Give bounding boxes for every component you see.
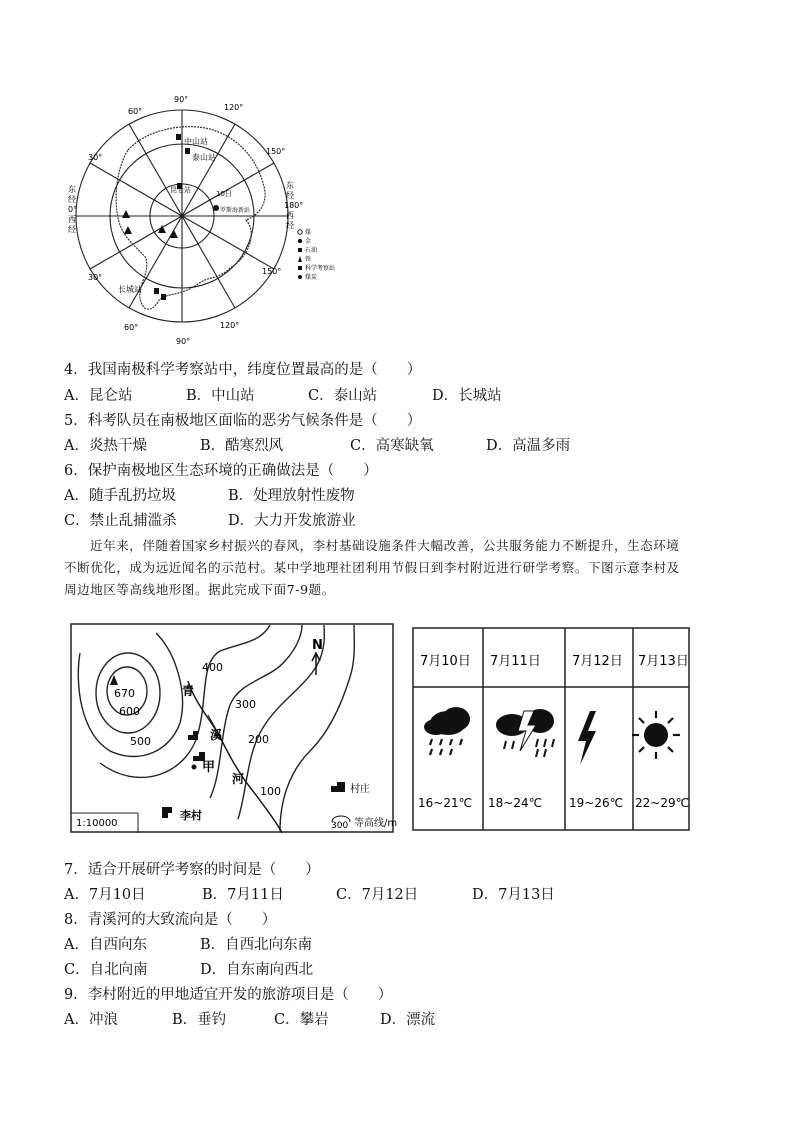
legend-item-2: 金 [305,238,312,245]
contour-label-200: 200 [248,733,269,746]
weather-date-3: 7月12日 [572,654,623,669]
weather-temp-3: 19~26℃ [569,796,624,810]
reading-passage [64,535,754,601]
station-kunlun-label: 昆仑站 [170,186,191,194]
map-scale: 1:10000 [76,818,118,829]
passage-line-3: 周边地区等高线地形图。据此完成下面7-9题。 [64,582,335,597]
station-changcheng-label: 长城站 [118,285,142,294]
q5-option-b[interactable]: B．酷寒烈风 [200,438,284,454]
lon-label-90-bottom: 90° [176,337,191,346]
weather-temp-2: 18~24℃ [488,796,543,810]
lon-label-150-upper: 150° [266,147,286,156]
q6-option-a[interactable]: A．随手乱扔垃圾 [64,488,176,504]
north-arrow-label: N [312,638,323,653]
q9-option-d[interactable]: D．漂流 [380,1012,436,1028]
legend-item-1: 煤 [305,229,312,236]
q5-option-c[interactable]: C．高寒缺氧 [350,438,434,454]
legend-village-label: 村庄 [350,784,370,795]
lon-label-30-upper: 30° [88,153,103,162]
legend-item-4: 铁 [305,256,312,263]
weather-temp-1: 16~21℃ [418,796,473,810]
contour-label-600: 600 [119,705,140,718]
lon-label-150-lower: 150° [262,267,282,276]
contour-label-100: 100 [260,785,281,798]
q4-option-b[interactable]: B．中山站 [186,388,255,404]
point-jia-label: 甲 [202,760,216,775]
q7-option-a[interactable]: A．7月10日 [64,887,146,903]
lon-label-30-lower: 30° [88,273,103,282]
lon-label-120-top: 120° [224,103,244,112]
question-4-stem: 4．我国南极科学考察站中，纬度位置最高的是（ ） [64,362,422,378]
legend-item-5: 科学考察站 [305,265,336,272]
q9-option-b[interactable]: B．垂钓 [172,1012,227,1028]
q8-option-d[interactable]: D．自东南向西北 [200,962,314,978]
q6-option-d[interactable]: D．大力开发旅游业 [228,513,356,529]
contour-label-400: 400 [202,661,223,674]
passage-line-1: 近年来，伴随着国家乡村振兴的春风，李村基础设施条件大幅改善，公共服务能力不断提升，生态环境 [90,538,680,553]
peak-elevation-label: 670 [114,687,135,700]
question-5-stem: 5．科考队员在南极地区面临的恶劣气候条件是（ ） [64,413,422,429]
q5-option-a[interactable]: A．炎热干燥 [64,438,147,454]
antarctica-polar-map [58,88,348,348]
q8-option-b[interactable]: B．自西北向东南 [200,937,313,953]
station-luosi-label: 罗斯海新站 [220,207,251,214]
antarctica-coastline [116,127,265,310]
legend-contour-value: 300 [331,821,349,831]
contour-label-500: 500 [130,735,151,748]
weather-date-4: 7月13日 [638,654,689,669]
lon-label-90-top: 90° [174,95,189,104]
station-zhongshan-label: 中山站 [184,137,208,146]
q6-option-b[interactable]: B．处理放射性废物 [228,488,355,504]
q8-option-a[interactable]: A．自西向东 [64,937,147,953]
q9-option-c[interactable]: C．攀岩 [274,1012,329,1028]
river-char-he: 河 [232,772,245,786]
q6-option-c[interactable]: C．禁止乱捕滥杀 [64,513,177,529]
station-taishan-label: 泰山站 [192,153,216,162]
q4-option-c[interactable]: C．泰山站 [308,388,378,404]
q4-option-d[interactable]: D．长城站 [432,388,502,404]
question-6-stem: 6．保护南极地区生态环境的正确做法是（ ） [64,463,378,479]
contour-legend [328,778,408,834]
q9-option-a[interactable]: A．冲浪 [64,1012,118,1028]
legend-item-6: 煤炭 [305,274,318,281]
lon-label-east-180: 东经 180°西经 [284,181,304,230]
question-7-stem: 7．适合开展研学考察的时间是（ ） [64,862,320,878]
lon-label-east-0: 东经 0°西经 [68,185,78,234]
legend-contour-label: 等高线/m [354,818,398,829]
lon-label-60-top: 60° [128,107,143,116]
question-8-stem: 8．青溪河的大致流向是（ ） [64,912,277,928]
weather-date-1: 7月10日 [420,654,471,669]
lon-label-60-bottom: 60° [124,323,139,332]
contour-label-300: 300 [235,698,256,711]
q7-option-d[interactable]: D．7月13日 [472,887,555,903]
weather-forecast-table [412,627,692,833]
question-9-stem: 9．李村附近的甲地适宜开发的旅游项目是（ ） [64,987,393,1003]
date-label: 10日 [216,190,232,198]
q7-option-b[interactable]: B．7月11日 [202,887,284,903]
village-li-label: 李村 [180,809,202,822]
q5-option-d[interactable]: D．高温多雨 [486,438,571,454]
weather-temp-4: 22~29℃ [635,796,690,810]
passage-line-2: 不断优化，成为远近闻名的示范村。某中学地理社团利用节假日到李村附近进行研学考察。下图示意李村及 [64,560,680,575]
q8-option-c[interactable]: C．自北向南 [64,962,148,978]
q7-option-c[interactable]: C．7月12日 [336,887,419,903]
legend-item-3: 石油 [305,247,318,254]
weather-date-2: 7月11日 [490,654,541,669]
q4-option-a[interactable]: A．昆仑站 [64,388,133,404]
river-char-xi: 溪 [210,728,223,742]
river-char-qing: 青 [182,684,195,698]
lon-label-120-bottom: 120° [220,321,240,330]
polar-map-legend [298,228,335,281]
